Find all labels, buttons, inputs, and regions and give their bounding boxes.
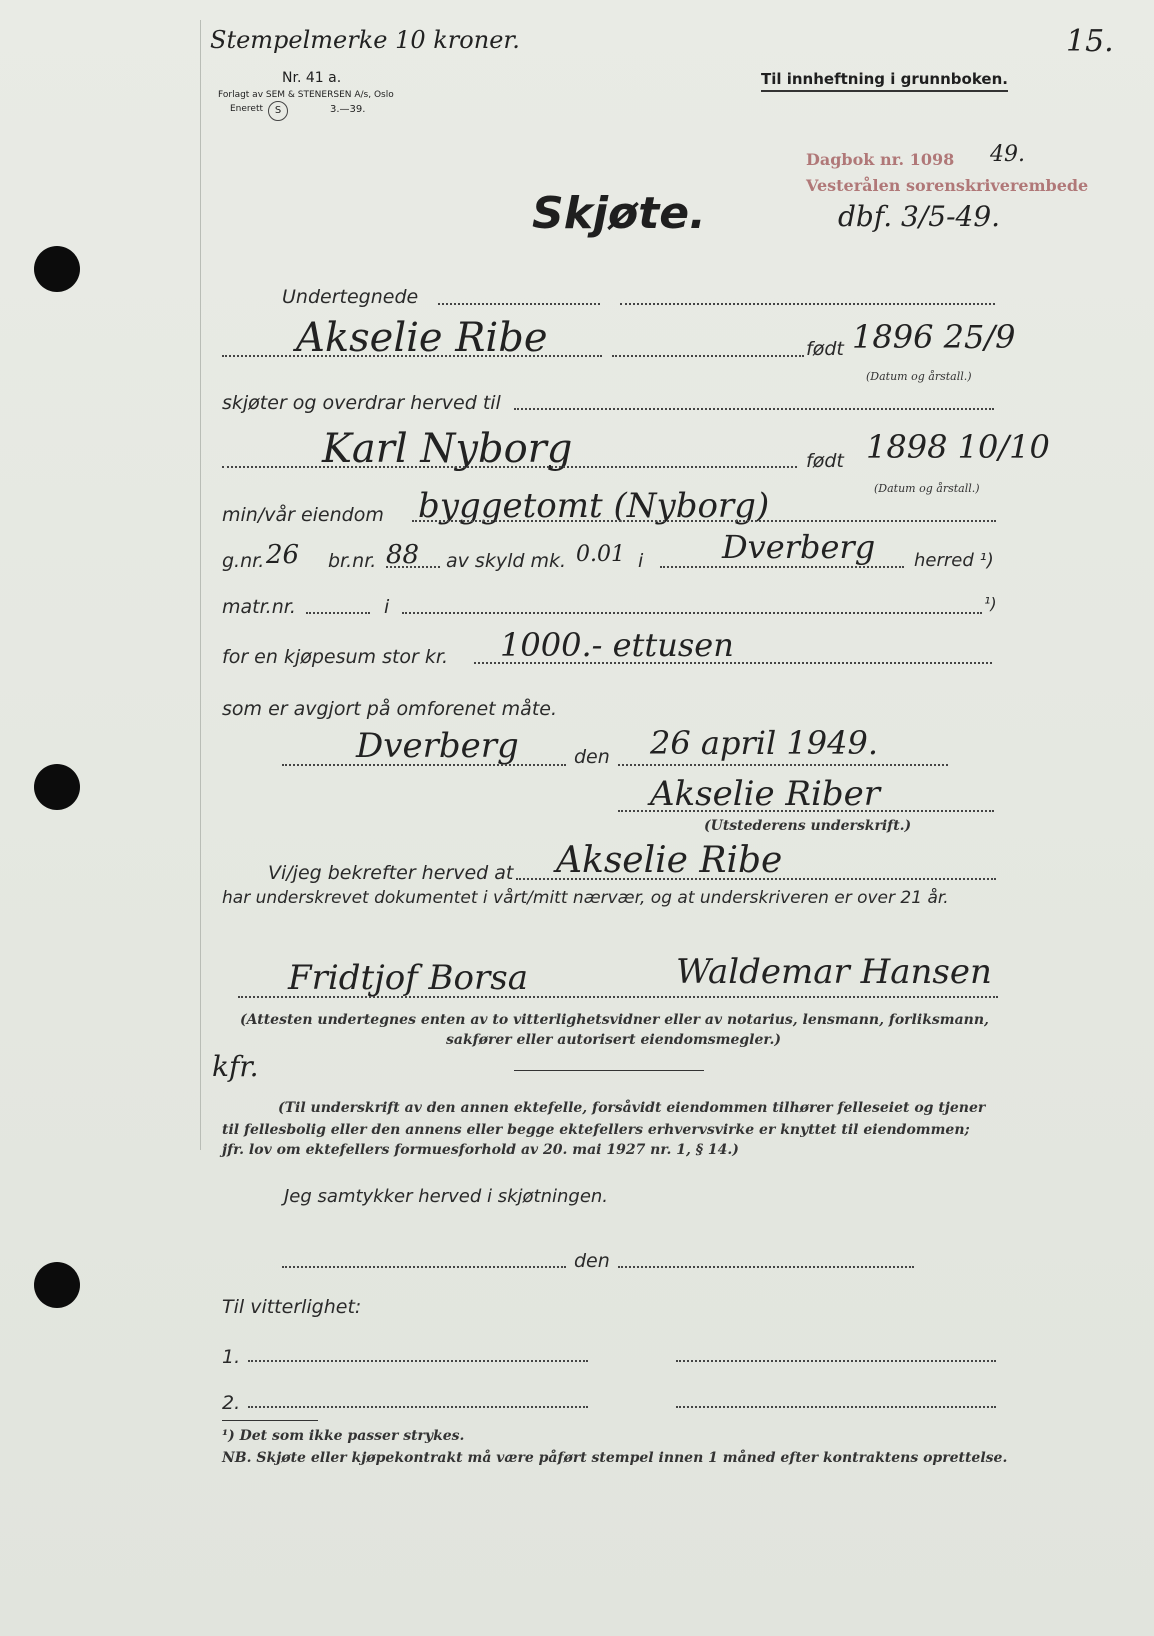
dotted-line [676,1406,996,1408]
dotted-line [222,466,797,468]
footnote-nb: NB. Skjøte eller kjøpekontrakt må være påført stempel innen 1 måned efter kontraktens oprettelse. [222,1450,1008,1466]
witness-1-label: 1. [222,1346,241,1368]
spouse-note-line2: til fellesbolig eller den annens eller begge ektefellers erhvervsvirke er knyttet til eiendommen; [222,1122,970,1138]
seller-name: Akselie Ribe [296,315,548,361]
registry-stamp-line2: Vesterålen sorenskriverembede [806,176,1089,195]
buyer-birth: 1898 10/10 [866,428,1050,466]
spouse-note-line1: (Til underskrift av den annen ektefelle, forsåvidt eiendommen tilhører felleseiet og tjener [278,1100,986,1116]
date-hint: (Datum og årstall.) [874,482,980,495]
dotted-line [306,612,370,614]
dotted-line [402,612,982,614]
dotted-line [474,662,992,664]
issuer-signature: Akselie Riber [650,774,881,814]
dotted-line [386,566,440,568]
dotted-line [248,1406,588,1408]
seller-birth: 1896 25/9 [852,318,1016,356]
buyer-name: Karl Nyborg [322,426,573,472]
born-label: født [806,450,844,472]
dotted-line [612,355,804,357]
dotted-line [660,566,904,568]
dotted-line [282,1266,566,1268]
dotted-line [222,355,602,357]
issuer-signature-label: (Utstederens underskrift.) [704,818,912,834]
place-value: Dverberg [356,726,519,766]
dotted-line [516,878,996,880]
dotted-line [248,1360,588,1362]
bnr-label: br.nr. [328,550,377,572]
consent-den-label: den [574,1250,610,1272]
transfers-label: skjøter og overdrar herved til [222,392,501,414]
attest-note-line2: sakfører eller autorisert eiendomsmegler.) [446,1032,781,1048]
stamp-duty-note: Stempelmerke 10 kroner. [210,26,520,54]
form-number: Nr. 41 a. [282,70,342,86]
copyright-seal-icon: S [268,101,288,121]
witness-signature-2: Waldemar Hansen [676,952,992,992]
witness-2-label: 2. [222,1392,241,1414]
dotted-line [618,810,994,812]
witness-confirm-label: Vi/jeg bekrefter herved at [268,862,514,884]
gnr-value: 26 [266,540,300,570]
margin-note: kfr. [212,1050,259,1083]
settled-text: som er avgjort på omforenet måte. [222,698,558,720]
footnote-mark: ¹) [984,594,997,613]
skyld-label: av skyld mk. [446,550,567,572]
date-value: 26 april 1949. [650,724,878,762]
dotted-line [282,764,566,766]
publisher-date: 3.—39. [330,104,366,115]
witness-signature-1: Fridtjof Borsa [288,958,528,998]
matr-label: matr.nr. [222,596,296,618]
footnote-rule [222,1420,318,1421]
registry-stamp-line1: Dagbok nr. 1098 [806,150,955,169]
margin-rule [200,20,201,1150]
skyld-value: 0.01 [576,542,625,567]
dotted-line [676,1360,996,1362]
dotted-line [620,303,995,305]
dotted-line [412,520,996,522]
filing-note: Til innheftning i grunnboken. [761,70,1008,92]
publisher-enerett: Enerett [230,104,264,114]
spouse-note-line3: jfr. lov om ektefellers formuesforhold av 20. mai 1927 nr. 1, § 14.) [222,1142,739,1158]
witness-confirm-text: har underskrevet dokumentet i vårt/mitt nærvær, og at underskriveren er over 21 år. [222,888,949,908]
document-title: Skjøte. [532,188,706,239]
i-label: i [638,550,644,572]
price-label: for en kjøpesum stor kr. [222,646,449,668]
dotted-line [618,764,948,766]
born-label: født [806,338,844,360]
property-label: min/vår eiendom [222,504,384,526]
witness-label: Til vitterlighet: [222,1296,362,1318]
i-label: i [384,596,390,618]
den-label: den [574,746,610,768]
registry-stamp-date: dbf. 3/5-49. [838,200,1001,233]
punch-hole-bottom [34,1262,80,1308]
punch-hole-middle [34,764,80,810]
bnr-value: 88 [386,540,420,570]
attest-note-line1: (Attesten undertegnes enten av to vitterlighetsvidner eller av notarius, lensmann, forliksmann, [240,1012,989,1028]
consent-text: Jeg samtykker herved i skjøtningen. [284,1186,609,1207]
footnote-1: ¹) Det som ikke passer strykes. [222,1428,465,1444]
gnr-label: g.nr. [222,550,265,572]
undersigned-label: Undertegnede [282,286,419,308]
witness-confirm-name: Akselie Ribe [556,840,783,881]
herred-value: Dverberg [722,528,876,566]
page-number: 15. [1066,24,1114,59]
punch-hole-top [34,246,80,292]
dotted-line [238,996,998,998]
dotted-line [514,408,994,410]
dotted-line [618,1266,914,1268]
property-value: byggetomt (Nyborg) [418,486,770,526]
separator-line [514,1070,704,1071]
dotted-line [438,303,600,305]
price-value: 1000.- ettusen [500,626,734,664]
herred-label: herred ¹) [914,550,994,571]
publisher-line: Forlagt av SEM & STENERSEN A/s, Oslo [218,90,394,100]
registry-stamp-year: 49. [990,142,1025,167]
date-hint: (Datum og årstall.) [866,370,972,383]
